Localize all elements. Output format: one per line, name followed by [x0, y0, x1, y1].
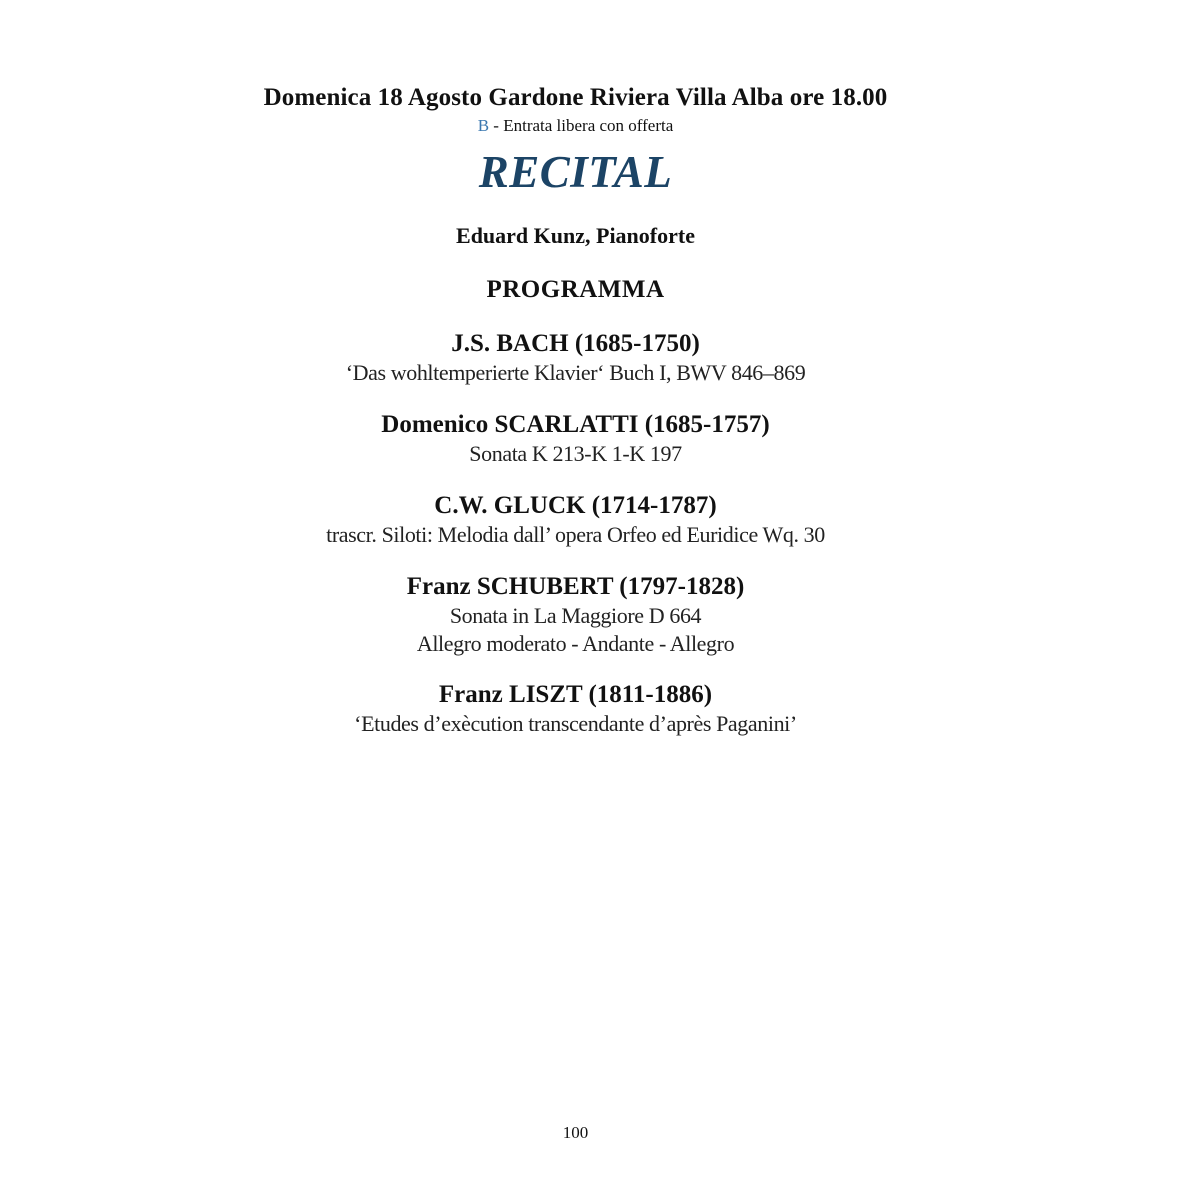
composer-scarlatti: Domenico SCARLATTI (1685-1757) [381, 411, 770, 438]
work-liszt: ‘Etudes d’exècution transcendante d’après Paganini’ [354, 711, 797, 736]
event-header: Domenica 18 Agosto Gardone Riviera Villa Alba ore 18.00 [263, 84, 888, 111]
work-gluck: trascr. Siloti: Melodia dall’ opera Orfeo ed Euridice Wq. 30 [326, 522, 825, 547]
composer-bach: J.S. BACH (1685-1750) [451, 330, 700, 357]
program-heading: PROGRAMMA [486, 276, 665, 303]
composer-schubert: Franz SCHUBERT (1797-1828) [406, 573, 745, 600]
work-schubert-sonata: Sonata in La Maggiore D 664 [449, 603, 702, 628]
page-number: 100 [562, 1123, 589, 1142]
performer: Eduard Kunz, Pianoforte [456, 223, 695, 248]
entry-code: B [477, 116, 490, 135]
entry-line [0, 116, 1151, 136]
work-scarlatti: Sonata K 213-K 1-K 197 [469, 441, 682, 466]
work-schubert-movements: Allegro moderato - Andante - Allegro [416, 631, 735, 656]
composer-liszt: Franz LISZT (1811-1886) [438, 681, 713, 708]
composer-gluck: C.W. GLUCK (1714-1787) [434, 492, 717, 519]
work-bach: ‘Das wohltemperierte Klavier‘ Buch I, BWV 846–869 [345, 360, 806, 385]
entry-text: - Entrata libera con offerta [489, 116, 674, 135]
recital-title: RECITAL [478, 147, 673, 197]
